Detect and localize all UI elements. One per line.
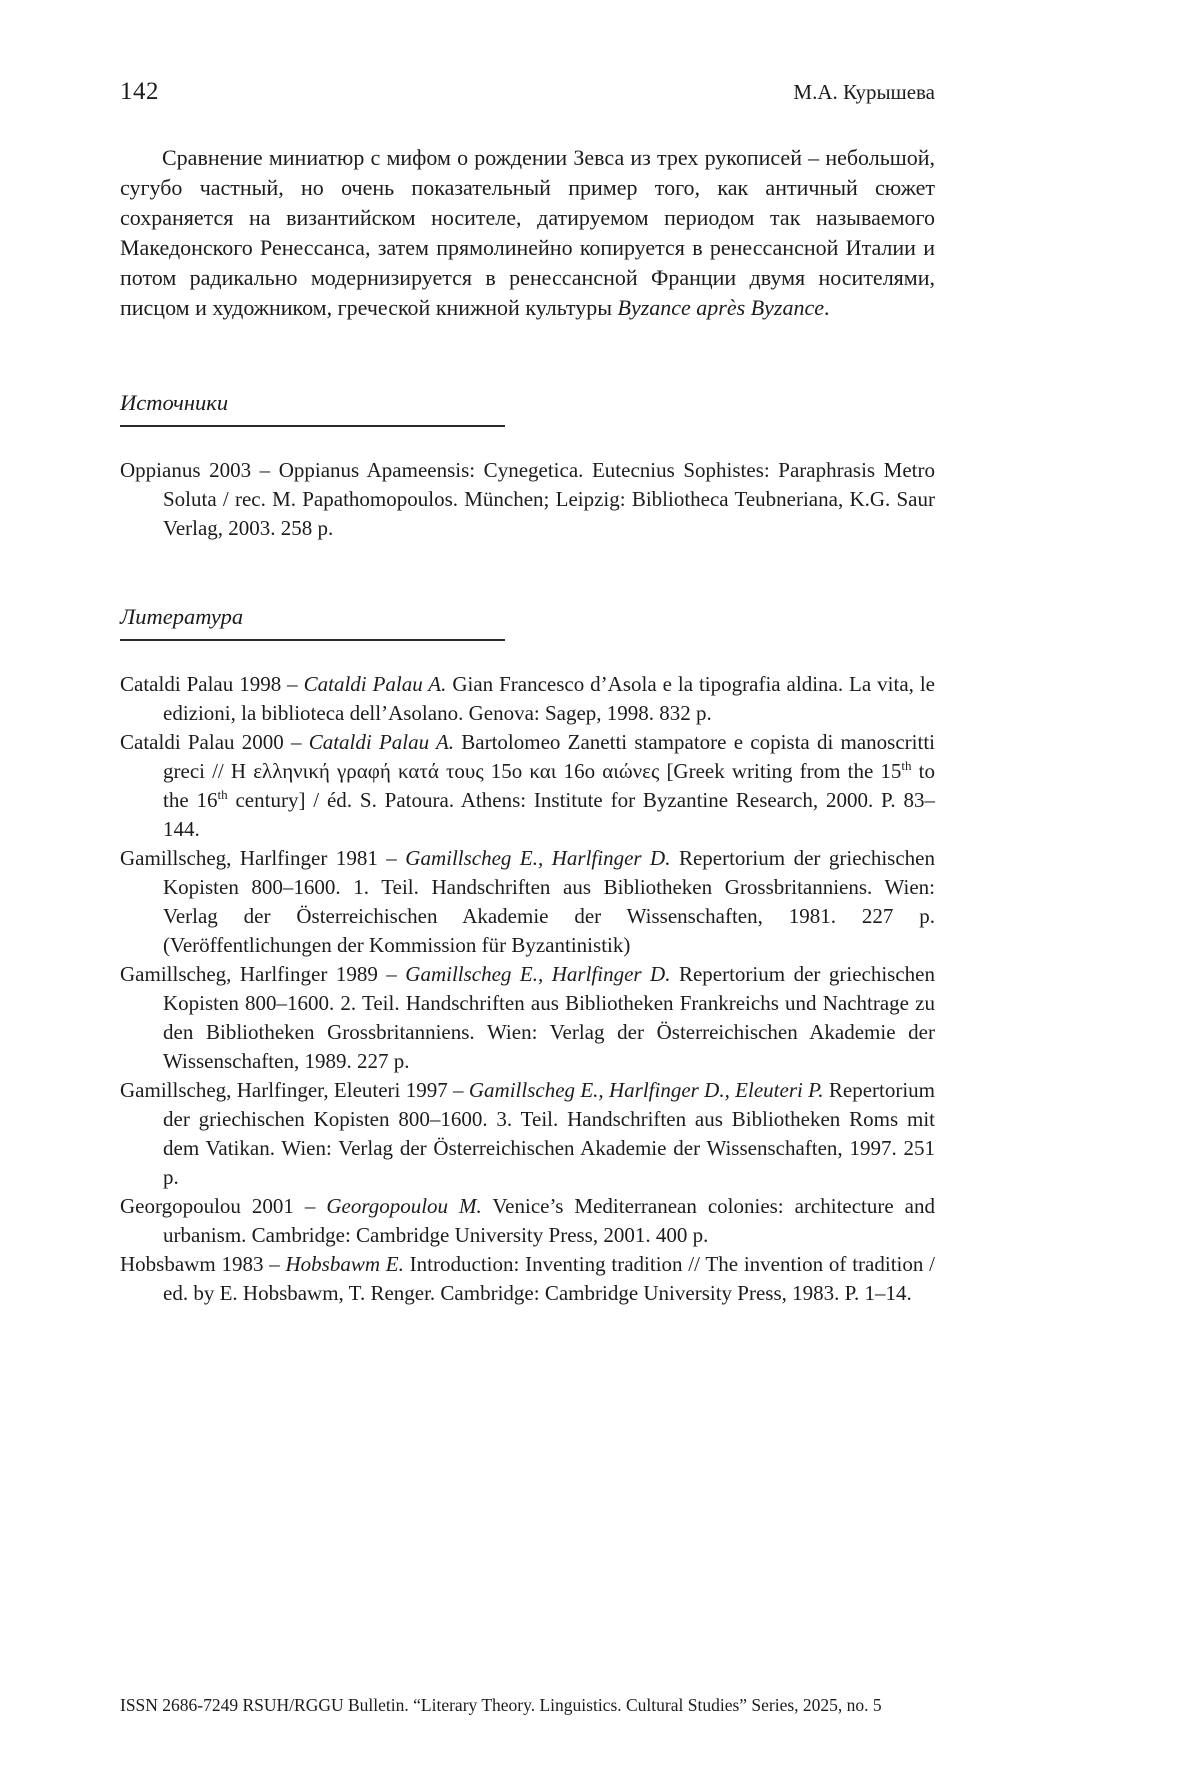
heading-rule xyxy=(120,639,505,641)
section-sources xyxy=(120,389,935,543)
page-header xyxy=(120,0,935,106)
bibliography-entry: Gamillscheg, Harlfinger 1989 – Gamillscheg E., Harlfinger D. Repertorium der griechischen Kopisten 800–1600. 2. Teil. Handschriften aus Bibliotheken Frankreichs und Nachtrage zu den Bibliotheken Grossbritanniens. Wien: Verlag der Österreichischen Akademie der Wissenschaften, 1989. 227 p. xyxy=(120,962,935,1073)
section-heading-sources: Источники xyxy=(120,390,229,415)
page-number: 142 xyxy=(120,78,159,105)
bibliography-entry: Georgopoulou 2001 – Georgopoulou M. Venice’s Mediterranean colonies: architecture and urbanism. Cambridge: Cambridge University Press, 2001. 400 p. xyxy=(120,1194,935,1247)
bibliography-entry: Oppianus 2003 – Oppianus Apameensis: Cynegetica. Eutecnius Sophistes: Paraphrasis Metro Soluta / rec. M. Papathomopoulos. München; Leipzig: Bibliotheca Teubneriana, K.G. Saur Verlag, 2003. 258 p. xyxy=(120,458,935,540)
bibliography-entry: Gamillscheg, Harlfinger, Eleuteri 1997 – Gamillscheg E., Harlfinger D., Eleuteri P. Repertorium der griechischen Kopisten 800–1600. 3. Teil. Handschriften aus Bibliotheken Roms mit dem Vatikan. Wien: Verlag der Österreichischen Akademie der Wissenschaften, 1997. 251 p. xyxy=(120,1078,936,1189)
heading-rule xyxy=(120,425,505,427)
intro-paragraph: Сравнение миниатюр с мифом о рождении Зевса из трех рукописей – небольшой, сугубо частный, но очень показательный пример того, как античный сюжет сохраняется на византийском носителе, датируемом периодом так называемого Македонского Ренессанса, затем прямолинейно копируется в ренессансной Италии и потом радикально модернизируется в ренессансной Франции двумя носителями, писцом и художником, греческой книжной культуры Byzance après Byzance. xyxy=(120,145,935,320)
section-literature xyxy=(120,603,935,1308)
running-head: М.А. Курышева xyxy=(793,80,935,104)
section-heading-literature: Литература xyxy=(120,604,244,629)
bibliography-list-sources xyxy=(120,456,935,543)
bibliography-entry: Hobsbawm 1983 – Hobsbawm E. Introduction: Inventing tradition // The invention of tradition / ed. by E. Hobsbawm, T. Renger. Cambridge: Cambridge University Press, 1983. P. 1–14. xyxy=(120,1252,935,1305)
bibliography-list-literature xyxy=(120,670,935,1308)
bibliography-entry: Gamillscheg, Harlfinger 1981 – Gamillscheg E., Harlfinger D. Repertorium der griechischen Kopisten 800–1600. 1. Teil. Handschriften aus Bibliotheken Grossbritanniens. Wien: Verlag der Österreichischen Akademie der Wissenschaften, 1981. 227 p. (Veröffentlichungen der Kommission für Byzantinistik) xyxy=(120,846,935,957)
bibliography-entry: Cataldi Palau 2000 – Cataldi Palau A. Bartolomeo Zanetti stampatore e copista di manoscritti greci // Η ελληνική γραφή κατά τους 15ο και 16ο αιώνες [Greek writing from the 15th to the 16th century] / éd. S. Patoura. Athens: Institute for Byzantine Research, 2000. P. 83–144. xyxy=(120,730,936,841)
page-content xyxy=(120,0,935,1308)
bibliography-entry: Cataldi Palau 1998 – Cataldi Palau A. Gian Francesco d’Asola e la tipografia aldina. La vita, le edizioni, la biblioteca dell’Asolano. Genova: Sagep, 1998. 832 p. xyxy=(120,672,935,725)
footer-imprint: ISSN 2686-7249 RSUH/RGGU Bulletin. “Literary Theory. Linguistics. Cultural Studies” Series, 2025, no. 5 xyxy=(120,1695,882,1715)
